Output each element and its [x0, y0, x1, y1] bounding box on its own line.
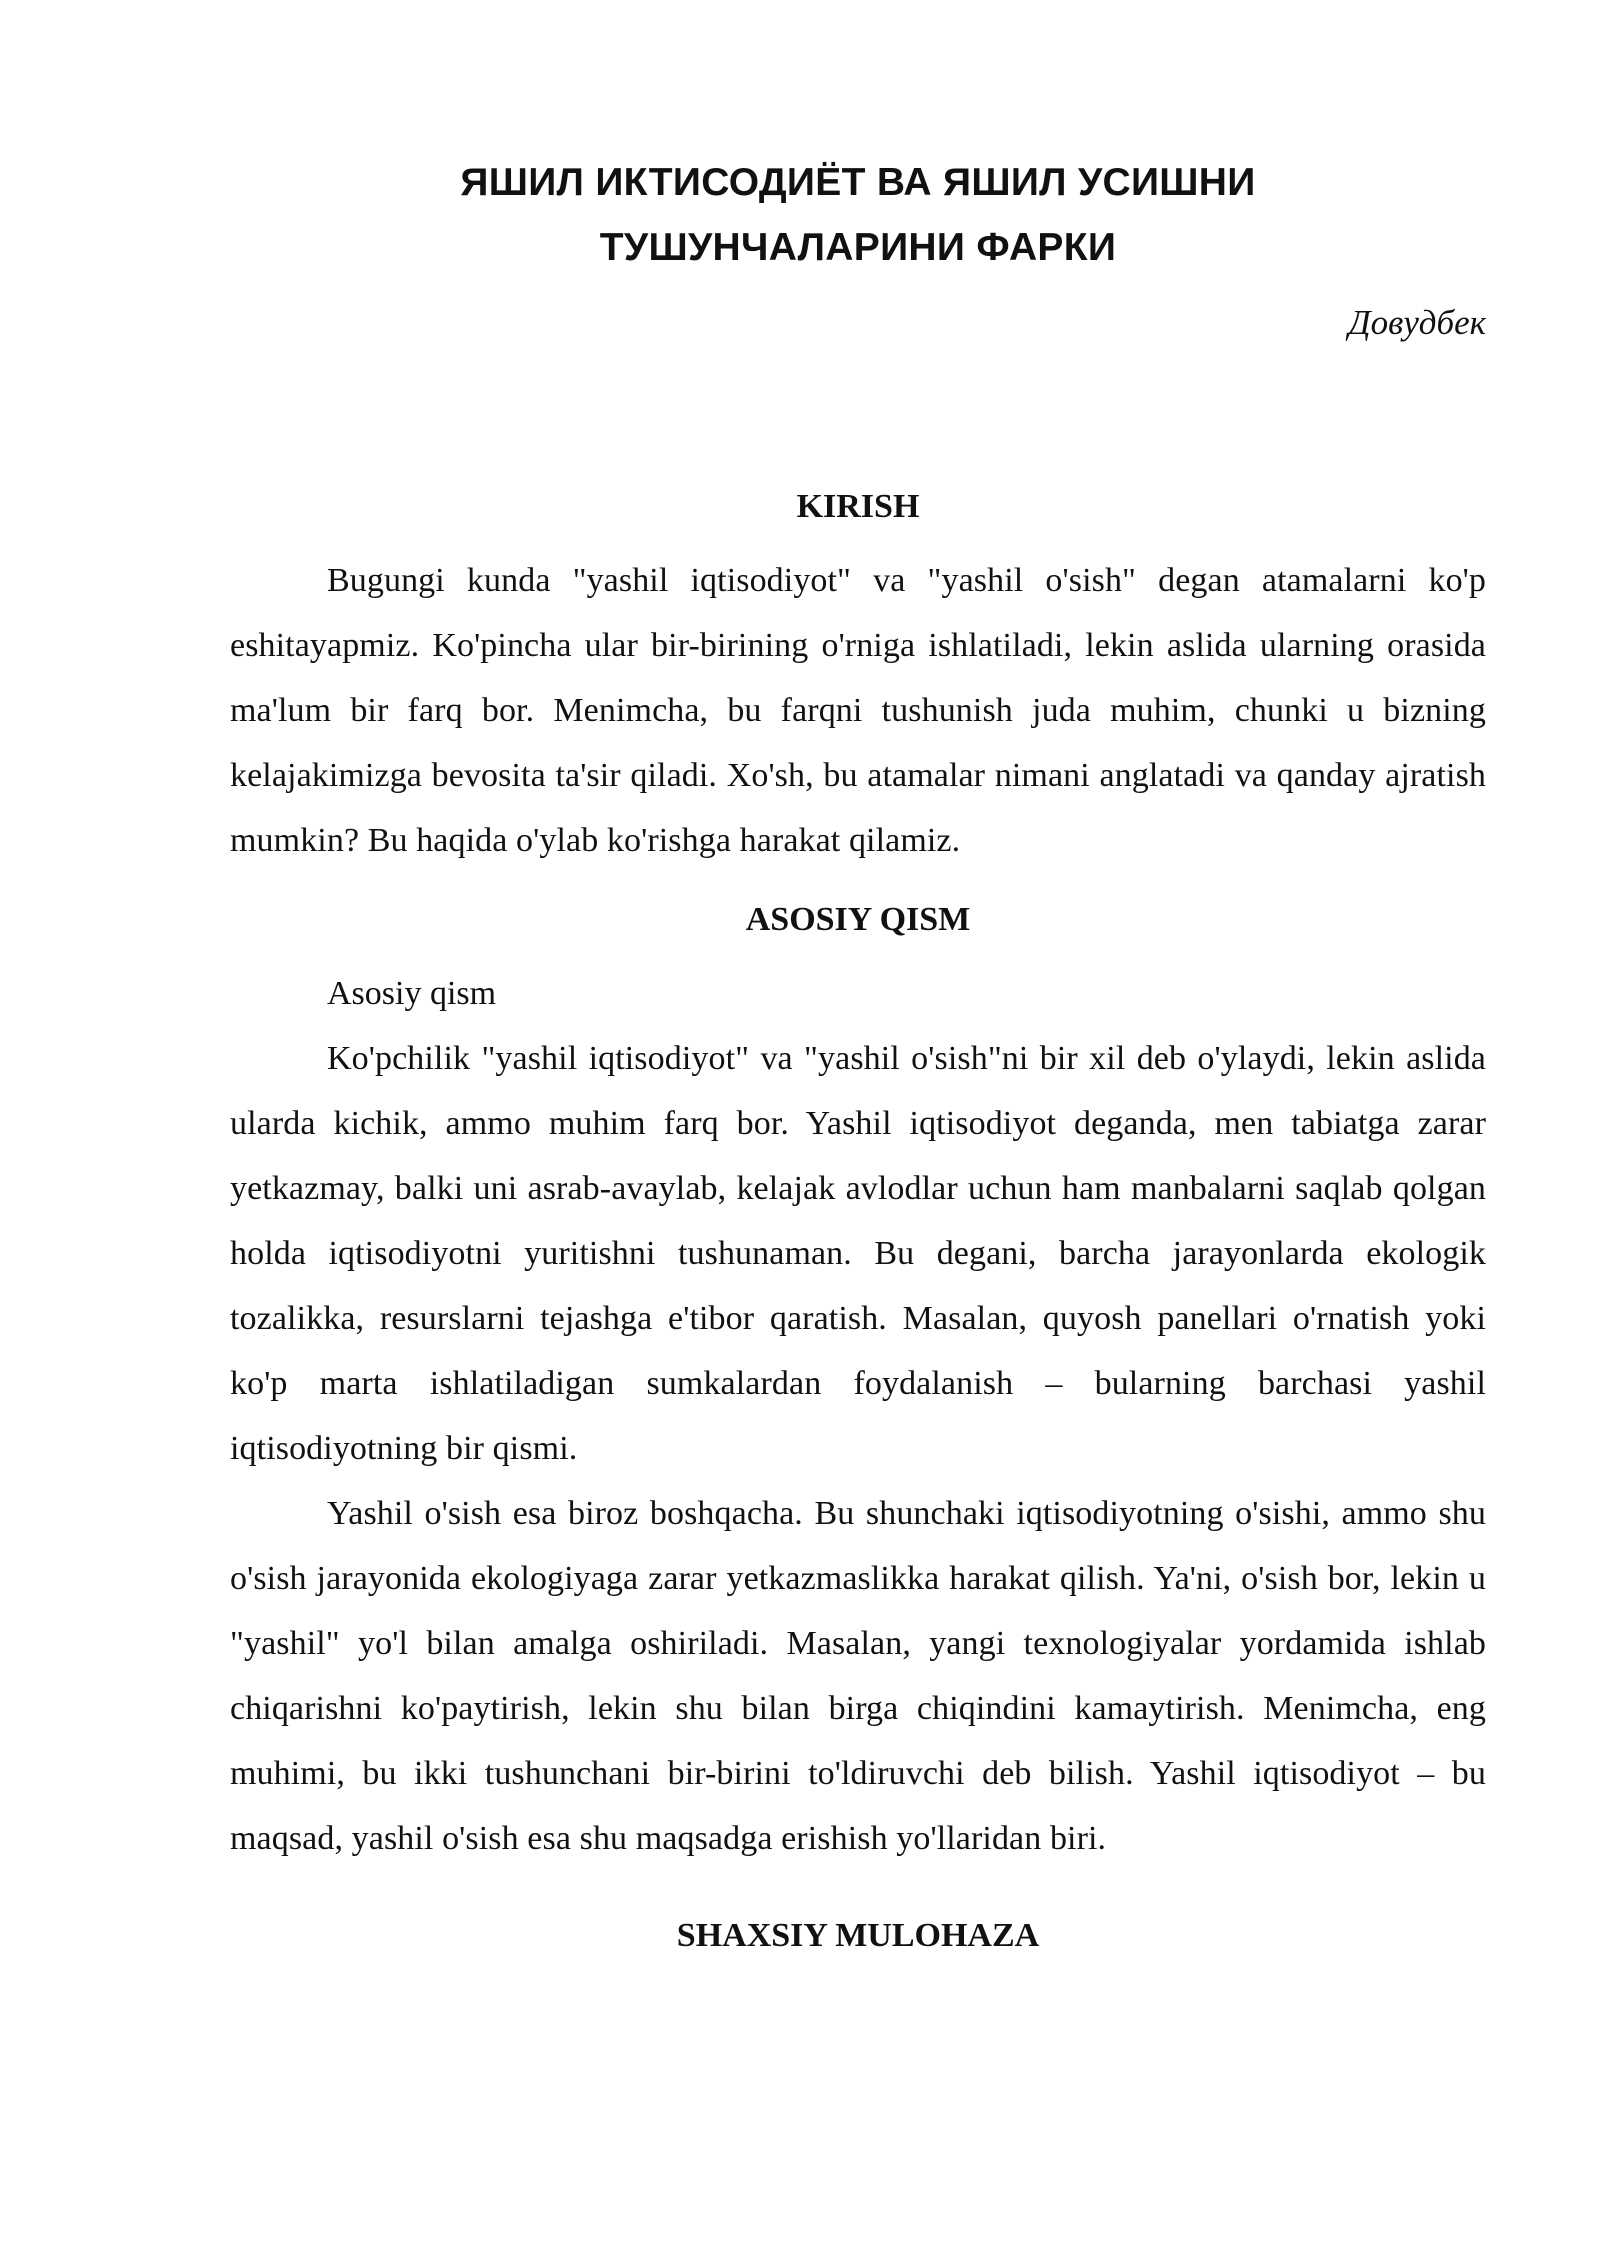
document-title-line-2: ТУШУНЧАЛАРИНИ ФАРКИ: [599, 226, 1117, 269]
section-heading-kirish: KIRISH: [796, 488, 920, 525]
section-heading-asosiy: ASOSIY QISM: [745, 901, 971, 938]
kirish-paragraph: Bugungi kunda "yashil iqtisodiyot" va "yashil o'sish" degan atamalarni ko'p eshitayapmiz. Ko'pincha ular bir-birining o'rniga ishlatiladi, lekin aslida ularning orasida ma'lum bir farq bor. Menimcha, bu farqni tushunish juda muhim, chunki u bizning kelajakimizga bevosita ta'sir qiladi. Xo'sh, bu atamalar nimani anglatadi va qanday ajratish mumkin? Bu haqida o'ylab ko'rishga harakat qilamiz.: [230, 562, 1486, 859]
section-heading-shaxsiy: SHAXSIY MULOHAZA: [676, 1917, 1040, 1954]
author-name: Довудбек: [1348, 303, 1486, 342]
document-title-line-1: ЯШИЛ ИКТИСОДИЁТ ВА ЯШИЛ УСИШНИ: [460, 161, 1256, 204]
asosiy-paragraph-1: Ko'pchilik "yashil iqtisodiyot" va "yashil o'sish"ni bir xil deb o'ylaydi, lekin aslida ularda kichik, ammo muhim farq bor. Yashil iqtisodiyot deganda, men tabiatga zarar yetkazmay, balki uni asrab-avaylab, kelajak avlodlar uchun ham manbalarni saqlab qolgan holda iqtisodiyotni yuritishni tushunaman. Bu degani, barcha jarayonlarda ekologik tozalikka, resurslarni tejashga e'tibor qaratish. Masalan, quyosh panellari o'rnatish yoki ko'p marta ishlatiladigan sumkalardan foydalanish – bularning barchasi yashil iqtisodiyotning bir qismi.: [230, 1040, 1486, 1467]
asosiy-paragraph-2: Yashil o'sish esa biroz boshqacha. Bu shunchaki iqtisodiyotning o'sishi, ammo shu o'sish jarayonida ekologiyaga zarar yetkazmaslikka harakat qilish. Ya'ni, o'sish bor, lekin u "yashil" yo'l bilan amalga oshiriladi. Masalan, yangi texnologiyalar yordamida ishlab chiqarishni ko'paytirish, lekin shu bilan birga chiqindini kamaytirish. Menimcha, eng muhimi, bu ikki tushunchani bir-birini to'ldiruvchi deb bilish. Yashil iqtisodiyot – bu maqsad, yashil o'sish esa shu maqsadga erishish yo'llaridan biri.: [230, 1495, 1486, 1857]
asosiy-subtitle: Asosiy qism: [327, 975, 497, 1012]
document-page: [230, 150, 1486, 1961]
